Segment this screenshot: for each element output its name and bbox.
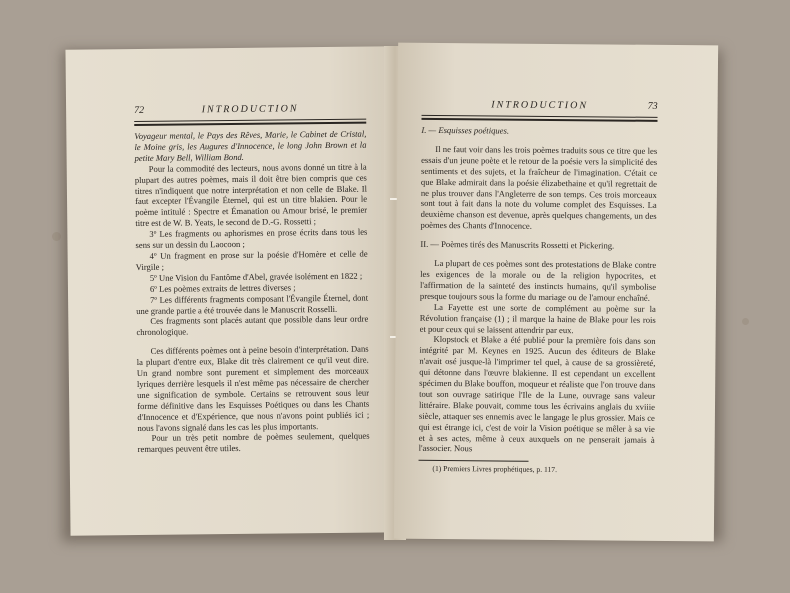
- right-page-text: [418, 123, 657, 477]
- paragraph: Ces différents poèmes ont à peine besoin d'interprétation. Dans la plupart d'entre eux, Blake dit très clairement ce qu'il veut dire. Un grand nombre sont purement et simplement des morceaux lyriques derrière lesquels il n'est même pas nécessaire de chercher une signification de symbole. Certains se retrouvent sous leur forme définitive dans les Esquisses Poétiques ou dans les Chants d'Innocence et d'Expérience, que nous n'avons point publiés ici ; nous l'avons signalé dans les cas les plus importants.: [136, 343, 370, 433]
- paragraph: 3º Les fragments ou aphorismes en prose écrits dans tous les sens sur un dessin du Laocoon ;: [135, 226, 368, 251]
- paragraph: Pour la commodité des lecteurs, nous avons donné un titre à la plupart des autres poèmes, mais il doit être bien compris que ces titres n'indiquent que notre interprétation et non celle de Blake. Il faut excepter l'Évangile Éternel, qui est un titre blakien. Pour le poème intitulé : Spectre et Émanation ou Amour brisé, le premier titre est de W. B. Yeats, le second de D.-G. Rossetti ;: [134, 161, 368, 229]
- table-stain: [52, 232, 61, 241]
- paragraph: 5º Une Vision du Fantôme d'Abel, gravée isolément en 1822 ;: [149, 270, 363, 283]
- left-page: [65, 46, 398, 535]
- right-running-title: INTRODUCTION: [491, 99, 589, 112]
- footnote-rule: [419, 460, 529, 462]
- paragraph: 6º Les poèmes extraits de lettres diverses ;: [149, 282, 296, 294]
- paragraph: Voyageur mental, le Pays des Rêves, Marie, le Cabinet de Cristal, le Moine gris, les Augures d'Innocence, le long John Brown et la petite Mary Bell, William Bond.: [134, 128, 367, 163]
- right-running-head: [422, 99, 658, 117]
- left-running-title: INTRODUCTION: [201, 103, 299, 116]
- paragraph: Pour un très petit nombre de poèmes seulement, quelques remarques peuvent être utiles.: [137, 431, 370, 455]
- paragraph: La plupart de ces poèmes sont des protestations de Blake contre les exigences de la morale ou de la religion hypocrites, et l'affirmation de la sainteté des instincts humains, qu'il symbolise presque toujours sous la forme du mariage ou de l'amour enchaîné.: [419, 257, 657, 303]
- paragraph: 4º Un fragment en prose sur la poésie d'Homère et celle de Virgile ;: [135, 248, 368, 272]
- table-stain: [742, 318, 749, 325]
- right-page: [394, 43, 718, 542]
- right-page-number: 73: [647, 100, 658, 112]
- header-rule-thick: [134, 122, 366, 126]
- left-page-number: 72: [134, 104, 145, 117]
- paragraph: Ces fragments sont placés autant que possible dans leur ordre chronologique.: [136, 313, 369, 338]
- left-page-text: [134, 129, 369, 456]
- header-rule-thick: [421, 118, 657, 122]
- paragraph: Il ne faut voir dans les trois poèmes traduits sous ce titre que les essais d'un jeune poète et le retour de la poésie vers la simplicité des sentiments et des sujets, et la fraîcheur de l'imagination. C'était ce que Blake admirait dans la poésie élizabethaine et qu'il regrettait de ne plus trouver dans l'Angleterre de son temps. Ces trois morceaux sont tout à fait dans la note du volume complet des Esquisses. La deuxième chanson est devenue, après quelques changements, un des poèmes des Chants d'Innocence.: [420, 143, 658, 232]
- paragraph: 7º Les différents fragments composant l'Évangile Éternel, dont une grande partie a été trouvée dans le Manuscrit Rosselli.: [136, 292, 369, 316]
- section-heading: II. — Poèmes tirés des Manuscrits Rossetti et Pickering.: [420, 238, 615, 251]
- left-running-head: [134, 103, 366, 121]
- paragraph: Klopstock et Blake a été publié pour la première fois dans son intégrité par M. Keynes en 1925. Aucun des éditeurs de Blake n'avait osé jusque-là l'imprimer tel quel, à cause de sa grossièreté, qui détonne dans l'œuvre blakienne. Il est cependant un excellent spécimen du Blake bouffon, moqueur et réaliste que l'on trouve dans tout son ouvrage satirique l'Ile de la Lune, ouvrage sans valeur littéraire. Blake pouvait, comme tous les écrivains anglais du xviiie siècle, attaquer ses ennemis avec le langage le plus grossier. Mais ce qui est étrange ici, c'est de voir la Vision poétique se mêler à sa vie et à ses actes, même à ceux auxquels on ne penserait jamais à l'associer. Nous: [418, 334, 656, 454]
- footnote: (1) Premiers Livres prophétiques, p. 117.: [432, 464, 558, 475]
- paragraph: La Fayette est une sorte de complément au poème sur la Révolution française (1) ; il marque la haine de Blake pour les rois et pour ceux qui se laissent attendrir par eux.: [419, 301, 656, 335]
- section-heading: I. — Esquisses poétiques.: [421, 124, 510, 136]
